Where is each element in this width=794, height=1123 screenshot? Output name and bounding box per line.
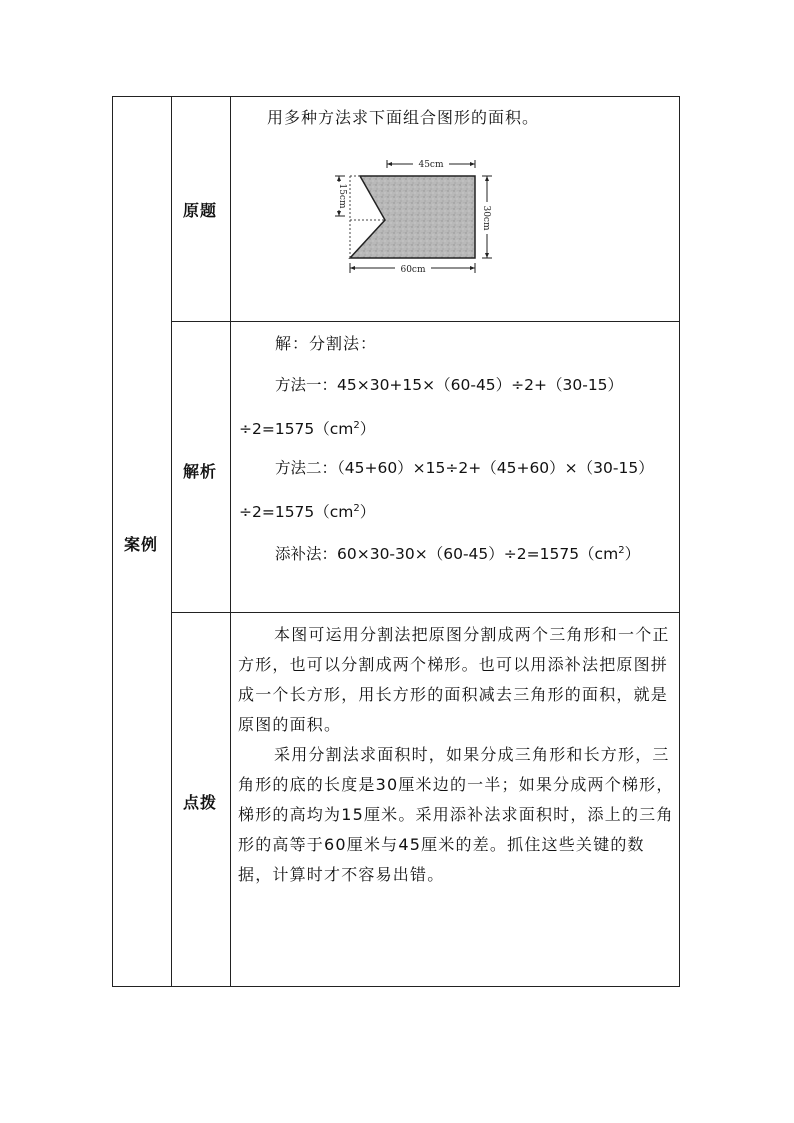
method-two-line-2-text: ÷2=1575（cm [239,503,354,522]
fill-method-close: ） [624,545,641,564]
dimension-top-label: 45cm [418,160,444,170]
shaded-region [350,176,475,258]
tips-label: 点拨 [182,793,217,812]
tips-text-block [238,620,676,890]
method-one-exponent: 2 [353,420,360,431]
method-two-exponent: 2 [353,503,360,514]
method-two-line-2 [239,499,375,522]
dimension-right-label: 30cm [481,205,491,231]
row-divider-2 [171,612,680,613]
method-one-line-2-text: ÷2=1575（cm [239,420,354,439]
method-two-line-1: 方法二：（45+60）×15÷2+（45+60）×（30-15） [275,459,654,477]
fill-method-line [275,541,640,564]
case-label: 案例 [123,535,158,554]
column-divider-2 [230,97,231,986]
analysis-label: 解析 [182,462,217,481]
method-two-line-2-close: ） [359,503,376,522]
method-one-line-1: 方法一：45×30+15×（60-45）÷2+（30-15） [275,376,624,394]
tips-paragraph-1: 本图可运用分割法把原图分割成两个三角形和一个正方形，也可以分割成两个梯形。也可以用添补法把原图拼成一个长方形，用长方形的面积减去三角形的面积，就是原图的面积。 [238,625,670,734]
method-one-line-2 [239,416,375,439]
dimension-left-label: 15cm [337,183,347,209]
method-one-line-2-close: ） [359,420,376,439]
column-divider-1 [171,97,172,986]
fill-method-exponent: 2 [618,545,625,556]
tips-paragraph-2: 采用分割法求面积时，如果分成三角形和长方形，三角形的底的长度是30厘米边的一半；如果分成两个梯形，梯形的高均为15厘米。采用添补法求面积时，添上的三角形的高等于60厘米与45厘米的差。抓住这些关键的数据，计算时才不容易出错。 [238,745,674,884]
fill-method-text: 添补法：60×30-30×（60-45）÷2=1575（cm [275,545,619,564]
row-divider-1 [171,321,680,322]
original-question-label: 原题 [182,201,217,220]
composite-shape-figure [315,154,505,279]
dimension-bottom-label: 60cm [400,265,426,275]
analysis-intro: 解：分割法： [275,334,378,353]
question-text: 用多种方法求下面组合图形的面积。 [267,108,540,127]
